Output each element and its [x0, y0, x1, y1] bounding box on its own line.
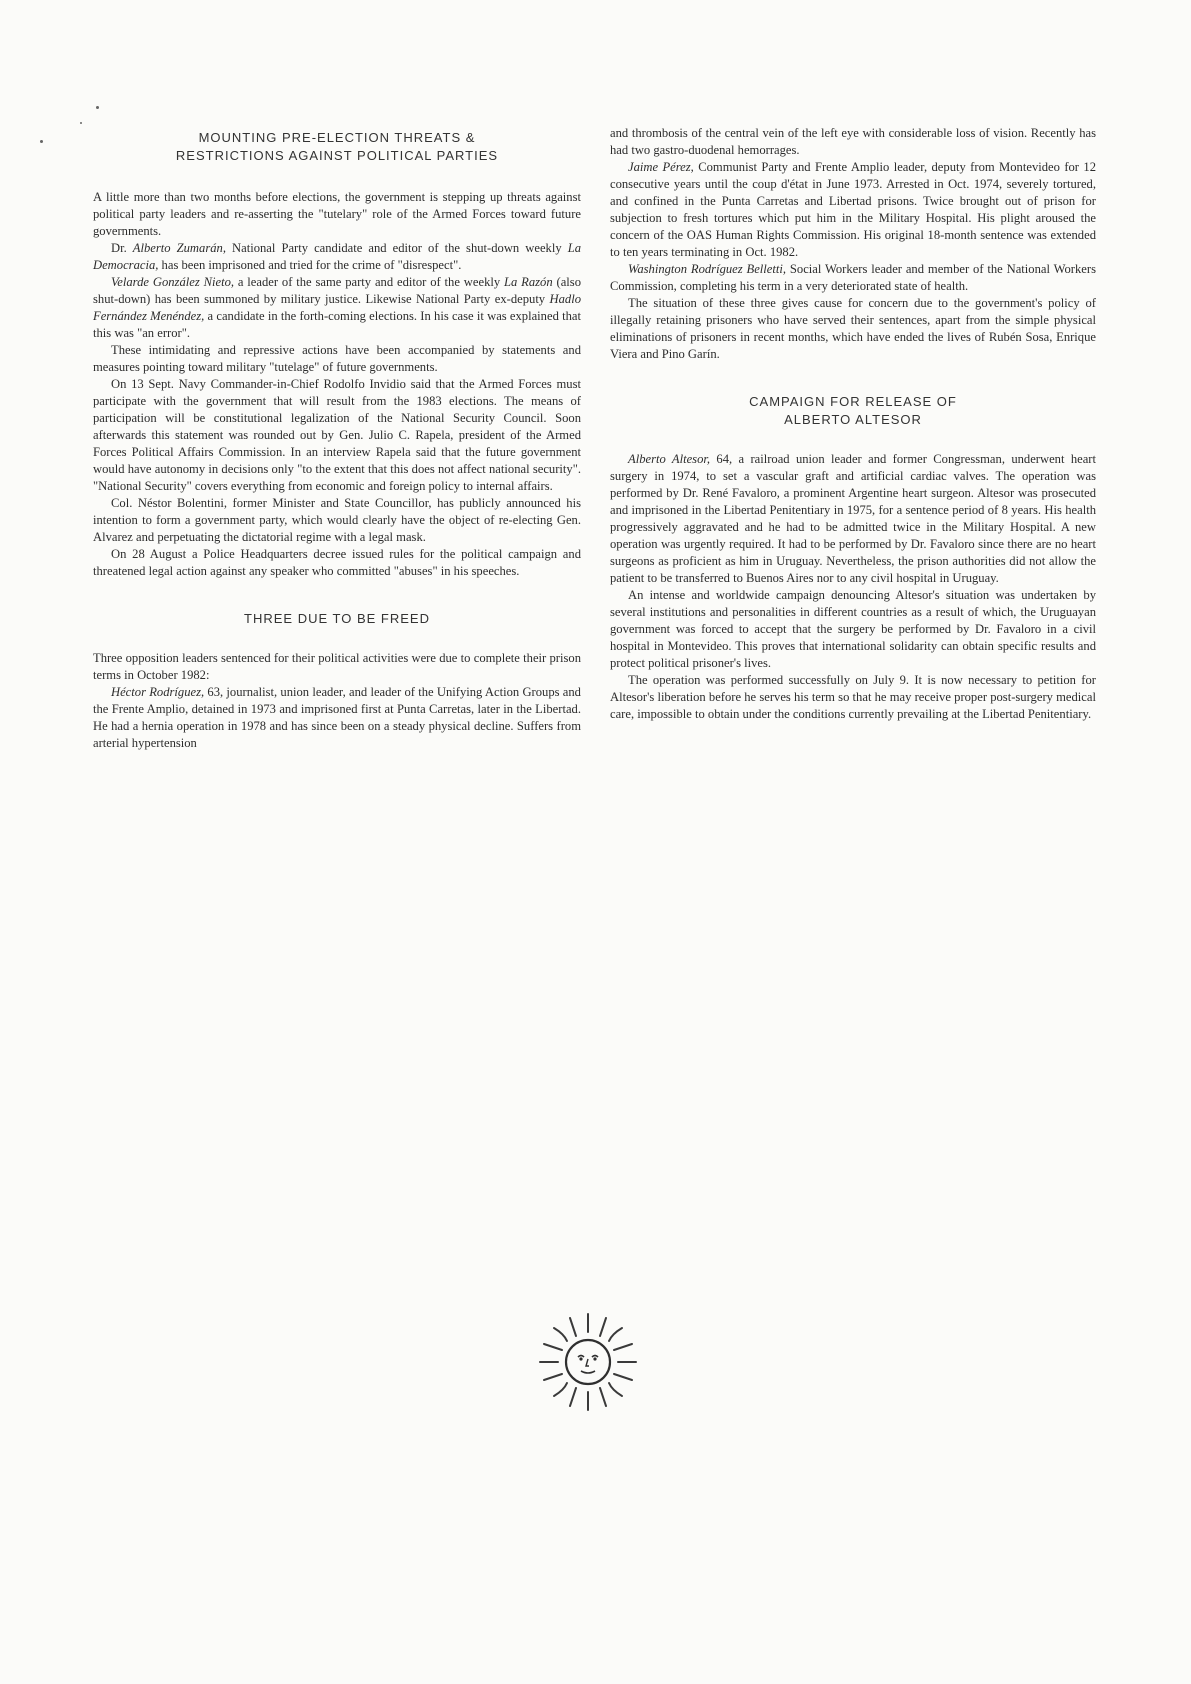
- left-column: [93, 125, 581, 752]
- paragraph-text: 63, journalist, union leader, and leader of the Unifying Action Groups and the Frente Amplio, detained in 1973 and imprisoned first at Punta Carretas, later in the Libertad. He had a hernia operation in 1978 and has since been on a steady physical decline. Suffers from arterial hypertension: [93, 685, 581, 750]
- section-heading-freed: [93, 610, 581, 628]
- person-name: Jaime Pérez,: [628, 160, 694, 174]
- ink-speck: [80, 122, 82, 124]
- heading-line: RESTRICTIONS AGAINST POLITICAL PARTIES: [175, 148, 499, 163]
- person-name: Washington Rodríguez Belletti,: [628, 262, 787, 276]
- person-name: Hadlo Fernández Menéndez,: [93, 292, 581, 323]
- heading-line: ALBERTO ALTESOR: [784, 412, 922, 427]
- paragraph: An intense and worldwide campaign denouncing Altesor's situation was undertaken by several institutions and personalities in different countries as a result of which, the Uruguayan government was forced to accept that the surgery be performed by Dr. Favaloro in a civil hospital in Montevideo. This proves that international solidarity can obtain specific results and protect political prisoner's lives.: [610, 588, 1096, 670]
- paragraph: On 28 August a Police Headquarters decree issued rules for the political campaign and threatened legal action against any speaker who committed "abuses" in his speeches.: [93, 547, 581, 578]
- publication-name: La Democracia,: [93, 241, 581, 272]
- paragraph: Col. Néstor Bolentini, former Minister and State Councillor, has publicly announced his intention to form a government party, which would clearly have the object of re-electing Gen. Alvarez and perpetuating the dictatorial regime with a legal mask.: [93, 496, 581, 544]
- section-heading-altesor: [610, 393, 1096, 429]
- person-name: Héctor Rodríguez,: [111, 685, 205, 699]
- paragraph: [93, 684, 581, 752]
- paragraph-text: Social Workers leader and member of the National Workers Commission, completing his term in a very deteriorated state of health.: [610, 262, 1096, 293]
- paragraph-text: has been imprisoned and tried for the crime of "disrespect".: [158, 258, 462, 272]
- paragraph-text: (also shut-down) has been summoned by military justice. Likewise National Party ex-deputy: [93, 275, 581, 306]
- paragraph-text: Communist Party and Frente Amplio leader, deputy from Montevideo for 12 consecutive years until the coup d'état in June 1973. Arrested in Oct. 1974, severely tortured, and confined in the Punta Carretas and Libertad prisons. Twice brought out of prison for subjection to fresh tortures which put him in the Military Hospital. His plight aroused the concern of the OAS Human Rights Commission. His original 18-month sentence was extended to ten years terminating in Oct. 1982.: [610, 160, 1096, 259]
- sun-emblem-icon: [536, 1310, 640, 1414]
- paragraph-text: National Party candidate and editor of the shut-down weekly: [225, 241, 568, 255]
- paragraph: On 13 Sept. Navy Commander-in-Chief Rodolfo Invidio said that the Armed Forces must participate with the government that will result from the 1983 elections. The means of participation will be constitutional legalization of the National Security Council. Soon afterwards this statement was rounded out by Gen. Julio C. Rapela, president of the Armed Forces Political Affairs Commission. In an interview Rapela said that the future government would have autonomy in decisions only "to the extent that this does not affect national security". "National Security" covers everything from economic and foreign policy to internal affairs.: [93, 377, 581, 493]
- person-name: Alberto Zumarán,: [132, 241, 226, 255]
- paragraph: and thrombosis of the central vein of the left eye with considerable loss of vision. Recently has had two gastro-duodenal hemorrages.: [610, 126, 1096, 157]
- right-column: [610, 125, 1096, 723]
- publication-name: La Razón: [504, 275, 553, 289]
- paragraph: [93, 274, 581, 342]
- paragraph-text: a leader of the same party and editor of the weekly: [234, 275, 505, 289]
- heading-line: THREE DUE TO BE FREED: [244, 611, 430, 626]
- heading-line: CAMPAIGN FOR RELEASE OF: [749, 394, 957, 409]
- ink-speck: [40, 140, 43, 143]
- paragraph: [610, 159, 1096, 261]
- ink-speck: [96, 106, 99, 109]
- person-name: Velarde González Nieto,: [111, 275, 235, 289]
- person-name: Alberto Altesor,: [628, 452, 711, 466]
- paragraph: The operation was performed successfully on July 9. It is now necessary to petition for Altesor's liberation before he serves his term so that he may receive proper post-surgery medical care, impossible to obtain under the conditions currently prevailing at the Libertad Penitentiary.: [610, 673, 1096, 721]
- paragraph: These intimidating and repressive actions have been accompanied by statements and measures pointing toward military "tutelage" of future governments.: [93, 343, 581, 374]
- paragraph: [93, 240, 581, 274]
- paragraph: [610, 261, 1096, 295]
- paragraph: A little more than two months before elections, the government is stepping up threats against political party leaders and re-asserting the "tutelary" role of the Armed Forces toward future governments.: [93, 190, 581, 238]
- paragraph-text: a candidate in the forth-coming elections. In his case it was explained that this was "an error".: [93, 309, 581, 340]
- paragraph-text: Dr.: [111, 241, 133, 255]
- paragraph-text: 64, a railroad union leader and former Congressman, underwent heart surgery in 1974, to set a vascular graft and artificial cardiac valves. The operation was performed by Dr. René Favaloro, a prominent Argentine heart surgeon. Altesor was prosecuted and imprisoned in the Libertad Penitentiary in 1975, for a sentence period of 8 years. His health progressively aggravated and he had to be admitted twice in the Military Hospital. A new operation was urgently required. It had to be performed by Dr. Favaloro since there are no heart surgeons as proficient as him in Uruguay. Nevertheless, the prison authorities did not allow the patient to be transferred to Buenos Aires nor to any civil hospital in Uruguay.: [610, 452, 1097, 585]
- paragraph: [610, 451, 1096, 587]
- paragraph: Three opposition leaders sentenced for their political activities were due to complete their prison terms in October 1982:: [93, 651, 581, 682]
- section-heading-threats: [93, 129, 581, 165]
- heading-line: MOUNTING PRE-ELECTION THREATS &: [198, 130, 476, 145]
- paragraph: The situation of these three gives cause for concern due to the government's policy of illegally retaining prisoners who have served their sentences, apart from the simple physical eliminations of prisoners in recent months, which have ended the lives of Rubén Sosa, Enrique Viera and Pino Garín.: [610, 296, 1096, 361]
